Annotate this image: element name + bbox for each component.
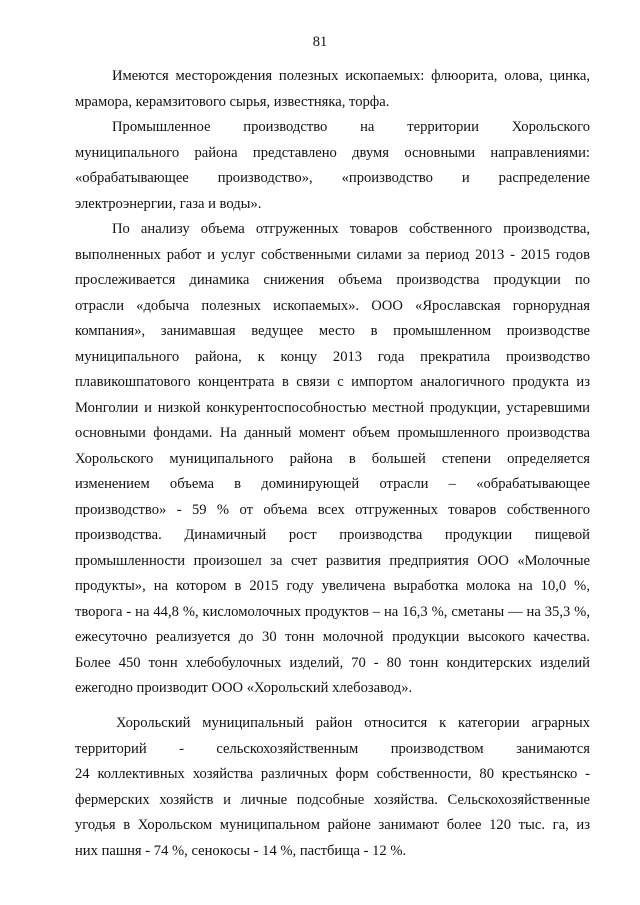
paragraph-3-line: Монголии и низкой конкурентоспособностью местной продукции, устаревшими <box>75 400 590 416</box>
paragraph-3-line: промышленности произошел за счет развития предприятия ООО «Молочные <box>75 553 590 569</box>
paragraph-3-line: отрасли «добыча полезных ископаемых». ООО «Ярославская горнорудная <box>75 298 590 314</box>
paragraph-1-line: Имеются месторождения полезных ископаемых: флюорита, олова, цинка, <box>112 68 590 84</box>
paragraph-2-line: электроэнергии, газа и воды». <box>75 196 262 212</box>
paragraph-3-line: компания», занимавшая ведущее место в промышленном производстве <box>75 323 590 339</box>
paragraph-3-line: прослеживается динамика снижения объема производства продукции по <box>75 272 590 288</box>
paragraph-4-line: Хорольский муниципальный район относится к категории аграрных <box>116 715 590 731</box>
paragraph-3-line: производство» - 59 % от объема всех отгруженных товаров собственного <box>75 502 590 518</box>
paragraph-3-line: муниципального района, к концу 2013 года прекратила производство <box>75 349 590 365</box>
page-number: 81 <box>312 34 328 50</box>
paragraph-2-line: муниципального района представлено двумя основными направлениями: <box>75 145 590 161</box>
paragraph-2-line: Промышленное производство на территории Хорольского <box>112 119 590 135</box>
paragraph-4-line: 24 коллективных хозяйства различных форм собственности, 80 крестьянско - <box>75 766 590 782</box>
paragraph-4-line: территорий - сельскохозяйственным производством занимаются <box>75 741 590 757</box>
paragraph-3-line: Хорольского муниципального района в большей степени определяется <box>75 451 590 467</box>
paragraph-3-line: творога - на 44,8 %, кисломолочных продуктов – на 16,3 %, сметаны — на 35,3 %, <box>75 604 590 620</box>
paragraph-4-line: угодья в Хорольском муниципальном районе занимают более 120 тыс. га, из <box>75 817 590 833</box>
paragraph-4-line: них пашня - 74 %, сенокосы - 14 %, пастбища - 12 %. <box>75 843 407 859</box>
paragraph-3-line: выполненных работ и услуг собственными силами за период 2013 - 2015 годов <box>75 247 590 263</box>
paragraph-3-line: ежегодно производит ООО «Хорольский хлебозавод». <box>75 680 413 696</box>
paragraph-1-line: мрамора, керамзитового сырья, известняка, торфа. <box>75 94 390 110</box>
paragraph-3-line: производства. Динамичный рост производства продукции пищевой <box>75 527 590 543</box>
paragraph-4-line: фермерских хозяйств и личные подсобные хозяйства. Сельскохозяйственные <box>75 792 590 808</box>
paragraph-3-line: По анализу объема отгруженных товаров собственного производства, <box>112 221 590 237</box>
paragraph-3-line: плавикошпатового концентрата в связи с импортом аналогичного продукта из <box>75 374 590 390</box>
paragraph-3-line: основными фондами. На данный момент объем промышленного производства <box>75 425 590 441</box>
paragraph-3-line: изменением объема в доминирующей отрасли – «обрабатывающее <box>75 476 590 492</box>
paragraph-2-line: «обрабатывающее производство», «производство и распределение <box>75 170 590 186</box>
paragraph-3-line: Более 450 тонн хлебобулочных изделий, 70 - 80 тонн кондитерских изделий <box>75 655 590 671</box>
paragraph-3-line: продукты», на котором в 2015 году увеличена выработка молока на 10,0 %, <box>75 578 590 594</box>
paragraph-3-line: ежесуточно реализуется до 30 тонн молочной продукции высокого качества. <box>75 629 590 645</box>
